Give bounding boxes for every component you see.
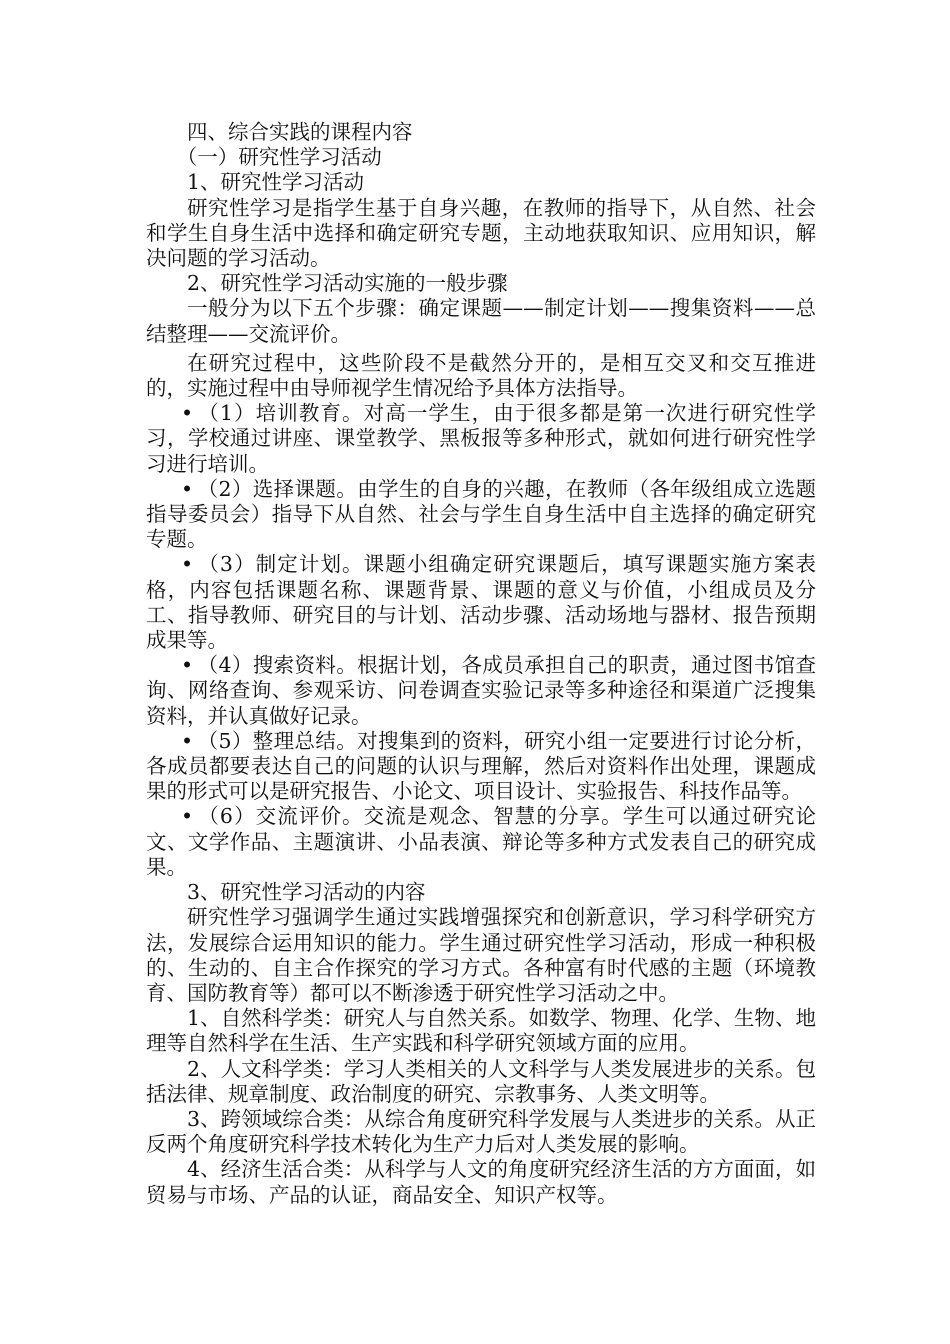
- paragraph-steps-overview: 一般分为以下五个步骤：确定课题——制定计划——搜集资料——总结整理——交流评价。: [146, 296, 816, 346]
- bullet-icon: •: [180, 476, 194, 501]
- bullet-icon: •: [180, 401, 194, 426]
- step-text: （2）选择课题。由学生的自身的兴趣，在教师（各年级组成立选题指导委员会）指导下从自然、社会与学生自身生活中自主选择的确定研究专题。: [146, 476, 816, 552]
- category-item: 2、人文科学类：学习人类相关的人文科学与人类发展进步的关系。包括法律、规章制度、政治制度的研究、宗教事务、人类文明等。: [146, 1056, 816, 1106]
- paragraph-process: 在研究过程中，这些阶段不是截然分开的，是相互交叉和交互推进的，实施过程中由导师视学生情况给予具体方法指导。: [146, 350, 816, 401]
- step-text: （6）交流评价。交流是观念、智慧的分享。学生可以通过研究论文、文学作品、主题演讲、小品表演、辩论等多种方式发表自己的研究成果。: [146, 804, 816, 879]
- step-item: [146, 653, 816, 729]
- step-text: （3）制定计划。课题小组确定研究课题后，填写课题实施方案表格，内容包括课题名称、课题背景、课题的意义与价值，小组成员及分工、指导教师、研究目的与计划、活动步骤、活动场地与器材、报告预期成果等。: [146, 552, 816, 653]
- heading-3: 3、研究性学习活动的内容: [187, 880, 426, 905]
- paragraph-content: 研究性学习强调学生通过实践增强探究和创新意识，学习科学研究方法，发展综合运用知识的能力。学生通过研究性学习活动，形成一种积极的、生动的、自主合作探究的学习方式。各种富有时代感的主题（环境教育、国防教育等）都可以不断渗透于研究性学习活动之中。: [146, 905, 816, 1005]
- step-item: [146, 477, 816, 553]
- document-page: [146, 120, 816, 1208]
- subsection-heading: （一）研究性学习活动: [176, 145, 382, 170]
- category-item: 3、跨领域综合类：从综合角度研究科学发展与人类进步的关系。从正反两个角度研究科学技术转化为生产力后对人类发展的影响。: [146, 1106, 816, 1157]
- bullet-icon: •: [180, 804, 194, 829]
- step-item: [146, 401, 816, 477]
- step-text: （1）培训教育。对高一学生，由于很多都是第一次进行研究性学习，学校通过讲座、课堂教学、黑板报等多种形式，就如何进行研究性学习进行培训。: [146, 401, 816, 476]
- step-text: （4）搜索资料。根据计划，各成员承担自己的职责，通过图书馆查询、网络查询、参观采访、问卷调查实验记录等多种途径和渠道广泛搜集资料，并认真做好记录。: [146, 653, 816, 728]
- step-item: [146, 552, 816, 653]
- bullet-icon: •: [180, 653, 194, 678]
- paragraph-definition: 研究性学习是指学生基于自身兴趣，在教师的指导下，从自然、社会和学生自身生活中选择和确定研究专题，主动地获取知识、应用知识，解决问题的学习活动。: [146, 195, 816, 271]
- step-text: （5）整理总结。对搜集到的资料，研究小组一定要进行讨论分析，各成员都要表达自己的问题的认识与理解，然后对资料作出处理，课题成果的形式可以是研究报告、小论文、项目设计、实验报告、科技作品等。: [146, 728, 816, 804]
- heading-2: 2、研究性学习活动实施的一般步骤: [187, 271, 508, 296]
- category-item: 4、经济生活合类：从科学与人文的角度研究经济生活的方方面面，如贸易与市场、产品的认证，商品安全、知识产权等。: [146, 1157, 816, 1207]
- category-item: 1、自然科学类：研究人与自然关系。如数学、物理、化学、生物、地理等自然科学在生活、生产实践和科学研究领域方面的应用。: [146, 1006, 816, 1056]
- bullet-icon: •: [180, 728, 194, 753]
- bullet-icon: •: [180, 552, 194, 577]
- heading-1: 1、研究性学习活动: [187, 170, 365, 195]
- step-item: [146, 804, 816, 880]
- step-item: [146, 729, 816, 805]
- section-heading: 四、综合实践的课程内容: [187, 120, 413, 144]
